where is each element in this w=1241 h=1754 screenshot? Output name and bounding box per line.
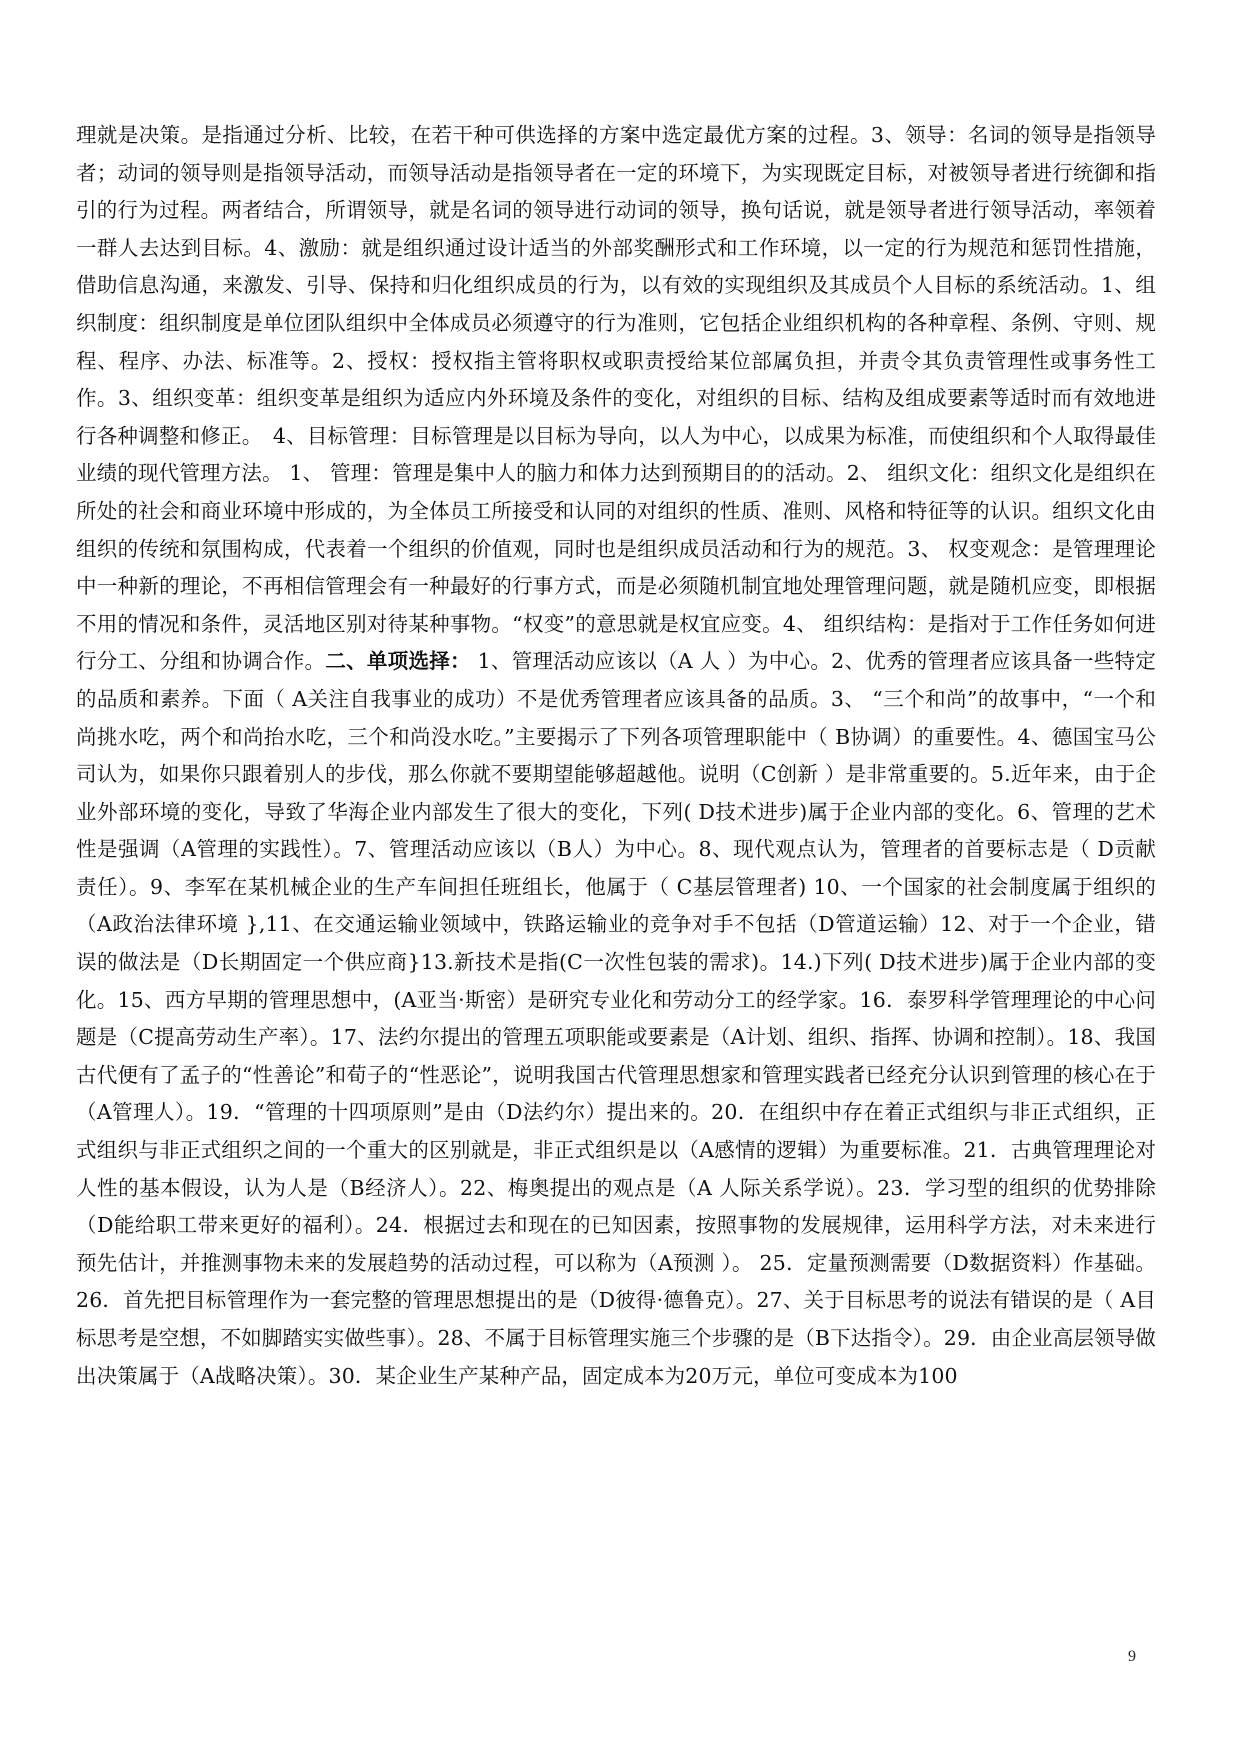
section-heading: 二、单项选择：	[325, 649, 471, 674]
page-number: 9	[1128, 1648, 1136, 1665]
paragraph-text: 理就是决策。是指通过分析、比较，在若干种可供选择的方案中选定最优方案的过程。3、领导：名词的领导是指领导者；动词的领导则是指领导活动，而领导活动是指领导者在一定的环境下，为实现既定目标，对被领导者进行统御和指引的行为过程。两者结合，所谓领导，就是名词的领导进行动词的领导，换句话说，就是领导者进行领导活动，率领着一群人去达到目标。4、激励：就是组织通过设计适当的外部奖酬形式和工作环境，以一定的行为规范和惩罚性措施，借助信息沟通，来激发、引导、保持和归化组织成员的行为，以有效的实现组织及其成员个人目标的系统活动。1、组织制度：组织制度是单位团队组织中全体成员必须遵守的行为准则，它包括企业组织机构的各种章程、条例、守则、规程、程序、办法、标准等。2、授权：授权指主管将职权或职责授给某位部属负担，并责令其负责管理性或事务性工作。3、组织变革：组织变革是组织为适应内外环境及条件的变化，对组织的目标、结构及组成要素等适时而有效地进行各种调整和修正。 4、目标管理：目标管理是以目标为导向，以人为中心，以成果为标准，而使组织和个人取得最佳业绩的现代管理方法。 1、 管理：管理是集中人的脑力和体力达到预期目的的活动。2、 组织文化：组织文化是组织在所处的社会和商业环境中形成的，为全体员工所接受和认同的对组织的性质、准则、风格和特征等的认识。组织文化由组织的传统和氛围构成，代表着一个组织的价值观，同时也是组织成员活动和行为的规范。3、 权变观念：是管理理论中一种新的理论，不再相信管理会有一种最好的行事方式，而是必须随机制宜地处理管理问题，就是随机应变，即根据不用的情况和条件，灵活地区别对待某种事物。“权变”的意思就是权宜应变。4、 组织结构：是指对于工作任务如何进行分工、分组和协调合作。	[76, 123, 1156, 674]
paragraph-text: 1、管理活动应该以（A 人 ）为中心。2、优秀的管理者应该具备一些特定的品质和素养。下面（ A关注自我事业的成功）不是优秀管理者应该具备的品质。3、 “三个和尚”的故事中，“一个和尚挑水吃，两个和尚抬水吃，三个和尚没水吃。”主要揭示了下列各项管理职能中（ B协调）的重要性。4、德国宝马公司认为，如果你只跟着别人的步伐，那么你就不要期望能够超越他。说明（C创新 ）是非常重要的。5.近年来，由于企业外部环境的变化，导致了华海企业内部发生了很大的变化，下列( D技术进步)属于企业内部的变化。6、管理的艺术性是强调（A管理的实践性）。7、管理活动应该以（B人）为中心。8、现代观点认为，管理者的首要标志是（ D贡献责任）。9、李军在某机械企业的生产车间担任班组长，他属于（ C基层管理者) 10、一个国家的社会制度属于组织的（A政治法律环境 },11、在交通运输业领域中，铁路运输业的竞争对手不包括（D管道运输）12、对于一个企业，错误的做法是（D长期固定一个供应商}13.新技术是指(C一次性包装的需求)。14.)下列( D技术进步)属于企业内部的变化。15、西方早期的管理思想中，(A亚当·斯密）是研究专业化和劳动分工的经学家。16．泰罗科学管理理论的中心问题是（C提高劳动生产率）。17、法约尔提出的管理五项职能或要素是（A计划、组织、指挥、协调和控制）。18、我国古代便有了孟子的“性善论”和荀子的“性恶论”，说明我国古代管理思想家和管理实践者已经充分认识到管理的核心在于（A管理人）。19．“管理的十四项原则”是由（D法约尔）提出来的。20．在组织中存在着正式组织与非正式组织，正式组织与非正式组织之间的一个重大的区别就是，非正式组织是以（A感情的逻辑）为重要标准。21．古典管理理论对人性的基本假设，认为人是（B经济人）。22、梅奥提出的观点是（A 人际关系学说）。23．学习型的组织的优势排除（D能给职工带来更好的福利）。24．根据过去和现在的已知因素，按照事物的发展规律，运用科学方法，对未来进行预先估计，并推测事物未来的发展趋势的活动过程，可以称为（A预测 ）。 25．定量预测需要（D数据资料）作基础。26．首先把目标管理作为一套完整的管理思想提出的是（D彼得·德鲁克）。27、关于目标思考的说法有错误的是（ A目标思考是空想，不如脚踏实实做些事）。28、不属于目标管理实施三个步骤的是（B下达指令）。29．由企业高层领导做出决策属于（A战略决策）。30．某企业生产某种产品，固定成本为20万元，单位可变成本为100	[76, 649, 1156, 1388]
body-paragraph	[76, 117, 1156, 1395]
document-body	[76, 117, 1156, 1395]
